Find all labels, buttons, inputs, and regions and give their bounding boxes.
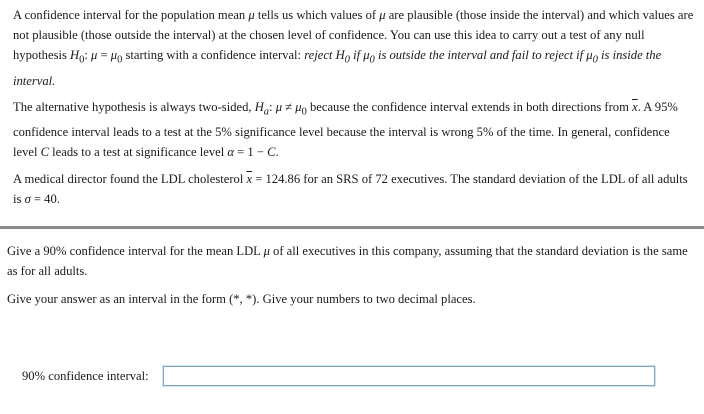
subscript: 0	[369, 54, 375, 66]
section-divider	[0, 226, 704, 229]
mu0-symbol: μ	[586, 48, 593, 62]
subscript: 0	[344, 54, 350, 66]
mu-symbol: μ	[263, 244, 270, 258]
text: because the confidence interval extends in both directions from	[306, 99, 633, 114]
text: The alternative hypothesis is always two-sided,	[13, 99, 255, 114]
intro-text	[13, 5, 697, 215]
text: = 124.86 for an SRS of 72 executives. The standard deviation of the LDL of all adults is	[13, 172, 688, 207]
subscript: 0	[117, 54, 123, 66]
subscript: 0	[592, 54, 598, 66]
confidence-interval-input[interactable]	[163, 366, 655, 386]
text: of all executives in this company, assuming that the standard deviation is the same as for all adults.	[7, 244, 688, 278]
confidence-interval-label: 90% confidence interval:	[22, 368, 149, 383]
intro-paragraph-2	[13, 97, 697, 163]
question-paragraph-2	[7, 289, 697, 309]
subscript: 0	[301, 106, 307, 118]
text: A medical director found the LDL cholesterol	[13, 172, 247, 187]
alpha-symbol: α	[227, 145, 234, 160]
text: = 40.	[30, 192, 60, 207]
text: reject H	[304, 48, 345, 62]
c-symbol: C	[40, 145, 50, 160]
text: .	[275, 145, 279, 160]
text: Give a 90% confidence interval for the mean LDL	[7, 244, 264, 258]
h0-symbol: H	[70, 48, 80, 62]
c-symbol: C	[267, 145, 276, 160]
xbar-symbol: $\overline{x}$	[632, 99, 638, 114]
intro-paragraph-3	[13, 169, 697, 209]
subscript: 0	[79, 54, 85, 66]
ha-symbol: H	[254, 99, 264, 114]
sigma-symbol: σ	[24, 192, 31, 207]
xbar-symbol: $\overline{x}$	[246, 172, 253, 187]
text: :	[269, 99, 276, 114]
text: are plausible (those inside the interval) and which values are not plausible (those outside the interval) at the chosen level of confidence. You can use this idea to carry out a test of any null hypothesis	[13, 8, 694, 62]
intro-paragraph-1	[13, 5, 697, 91]
mu0-symbol: μ	[363, 48, 370, 62]
answer-row	[22, 366, 655, 386]
mu-symbol: μ	[91, 48, 98, 62]
question-text	[7, 241, 697, 317]
text: is outside the interval and fail to reject if	[374, 48, 587, 62]
text: A confidence interval for the population mean	[13, 8, 249, 22]
text: leads to a test at significance level	[49, 145, 228, 160]
text: . A 95% confidence interval leads to a test at the 5% significance level because the interval is wrong 5% of the time. In general, confidence level	[13, 99, 678, 160]
text: =	[97, 48, 111, 62]
mu-symbol: μ	[248, 8, 255, 22]
mu-symbol: μ	[275, 99, 283, 114]
text: is inside the interval.	[13, 48, 662, 88]
subscript: a	[263, 106, 270, 118]
text: tells us which values of	[254, 8, 380, 22]
text: = 1 −	[234, 145, 268, 160]
text: ≠	[282, 99, 296, 114]
mu-symbol: μ	[379, 8, 386, 22]
mu0-symbol: μ	[110, 48, 118, 62]
text: if	[349, 48, 364, 62]
text: :	[84, 48, 92, 62]
text: Give your answer as an interval in the form (*, *). Give your numbers to two decimal places.	[7, 292, 476, 306]
text: starting with a confidence interval:	[122, 48, 305, 62]
mu0-symbol: μ	[295, 99, 302, 114]
question-paragraph-1	[7, 241, 697, 281]
